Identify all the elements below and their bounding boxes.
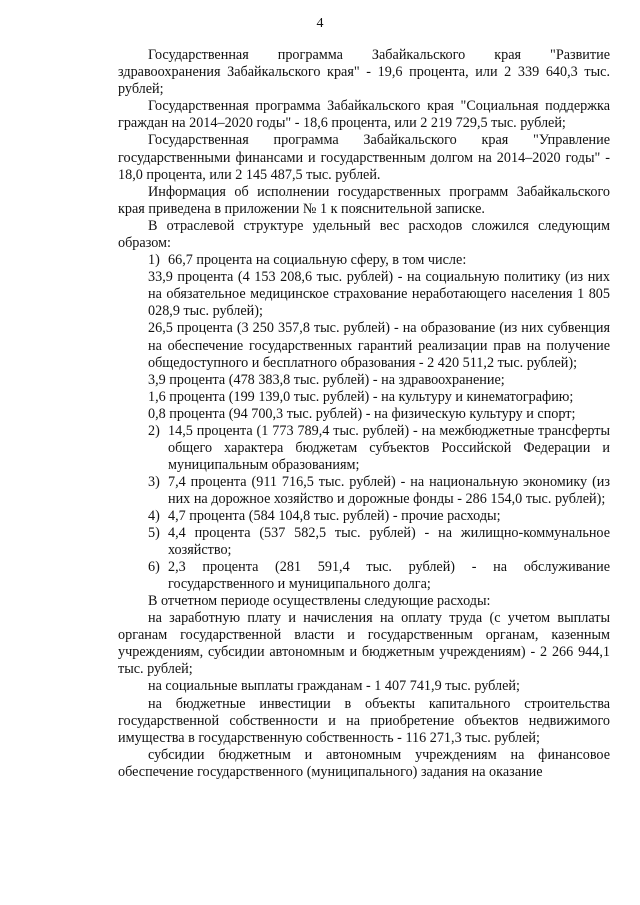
list-item-text: 2,3 процента (281 591,4 тыс. рублей) - на обслуживание государственного и муниципального долга; <box>168 558 610 592</box>
paragraph-subsidies: субсидии бюджетным и автономным учреждениям на финансовое обеспечение государственного (муниципального) задания на оказание <box>118 746 610 780</box>
paragraph-program-social: Государственная программа Забайкальского края "Социальная поддержка граждан на 2014–2020 годы" - 18,6 процента, или 2 219 729,5 тыс. рублей; <box>118 98 610 132</box>
list-item-housing <box>118 525 610 559</box>
subitem-culture: 1,6 процента (199 139,0 тыс. рублей) - на культуру и кинематографию; <box>148 388 574 405</box>
list-item-number: 5) <box>148 524 160 541</box>
paragraph-sector-structure: В отраслевой структуре удельный вес расходов сложился следующим образом: <box>118 217 610 252</box>
list-item-debt-service <box>118 559 610 593</box>
paragraph-program-health: Государственная программа Забайкальского края "Развитие здравоохранения Забайкальского края" - 19,6 процента, или 2 339 640,3 тыс. рублей; <box>118 47 610 98</box>
list-item-text: 66,7 процента на социальную сферу, в том числе: <box>168 252 467 269</box>
paragraph-salaries: на заработную плату и начисления на оплату труда (с учетом выплаты органам государственной власти и государственным органам, казенным учреждениям, субсидии автономным и бюджетным учреждениям) - 2 266 944,1 тыс. рублей; <box>118 610 610 678</box>
paragraph-investments: на бюджетные инвестиции в объекты капитального строительства государственной собственности и на приобретение объектов недвижимого имущества в государственную собственность - 116 271,3 тыс. рублей; <box>118 695 610 746</box>
list-item-text: 7,4 процента (911 716,5 тыс. рублей) - на национальную экономику (из них на дорожное хозяйство и дорожные фонды - 286 154,0 тыс. рублей); <box>168 473 610 507</box>
list-item-number: 4) <box>148 507 160 524</box>
list-item-other <box>118 508 610 525</box>
list-item-social-sphere <box>118 252 610 269</box>
paragraph-program-finance: Государственная программа Забайкальского края "Управление государственными финансами и государственным долгом на 2014–2020 годы" - 18,0 процента, или 2 145 487,5 тыс. рублей. <box>118 132 610 183</box>
list-item-text: 4,7 процента (584 104,8 тыс. рублей) - прочие расходы; <box>168 507 501 524</box>
list-item-transfers <box>118 423 610 474</box>
list-item-economy <box>118 474 610 508</box>
list-item-number: 1) <box>148 252 160 269</box>
paragraph-info-appendix: Информация об исполнении государственных программ Забайкальского края приведена в приложении № 1 к пояснительной записке. <box>118 183 610 217</box>
document-body <box>118 47 610 781</box>
subitem-healthcare: 3,9 процента (478 383,8 тыс. рублей) - на здравоохранение; <box>148 371 505 388</box>
paragraph-expenses-intro: В отчетном периоде осуществлены следующие расходы: <box>148 592 491 609</box>
list-item-number: 2) <box>148 422 160 439</box>
list-item-text: 4,4 процента (537 582,5 тыс. рублей) - на жилищно-коммунальное хозяйство; <box>168 524 610 558</box>
page-number: 4 <box>316 16 324 31</box>
subitem-sport: 0,8 процента (94 700,3 тыс. рублей) - на физическую культуру и спорт; <box>148 405 576 422</box>
subitem-education: 26,5 процента (3 250 357,8 тыс. рублей) - на образование (из них субвенция на обеспечение государственных гарантий реализации прав на получение общедоступного и бесплатного образования - 2 420 511,2 тыс. рублей); <box>148 320 610 371</box>
paragraph-social-payments: на социальные выплаты гражданам - 1 407 741,9 тыс. рублей; <box>148 678 520 695</box>
list-item-text: 14,5 процента (1 773 789,4 тыс. рублей) - на межбюджетные трансферты общего характера бюджетам субъектов Российской Федерации и муниципальным образованиям; <box>168 422 610 473</box>
list-item-number: 3) <box>148 473 160 490</box>
list-item-number: 6) <box>148 558 160 575</box>
subitem-social-policy: 33,9 процента (4 153 208,6 тыс. рублей) - на социальную политику (из них на обязательное медицинское страхование неработающего населения 1 805 028,9 тыс. рублей); <box>148 269 610 320</box>
